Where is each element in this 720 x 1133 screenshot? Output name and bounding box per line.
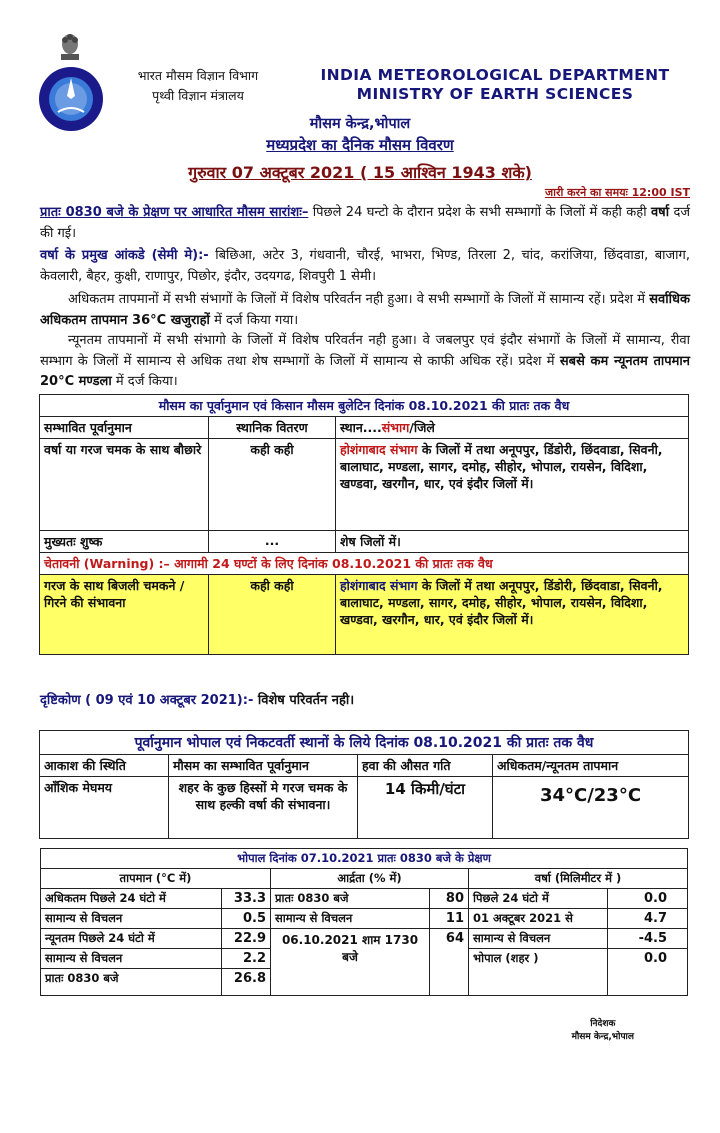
observation-table — [40, 848, 688, 996]
humidity-value: 80 — [430, 889, 469, 909]
temp-value: 0.5 — [222, 909, 271, 929]
table-row — [41, 889, 688, 909]
places-division: होशंगाबाद संभाग — [340, 442, 418, 457]
rain-header: वर्षा (मिलिमीटर में ) — [469, 869, 688, 889]
humidity-label: 06.10.2021 शाम 1730 बजे — [271, 929, 430, 996]
bhopal-temp: 34°C/23°C — [493, 777, 689, 839]
rain-value: -4.5 — [608, 929, 688, 949]
bhopal-col-temp: अधिकतम/न्यूनतम तापमान — [493, 755, 689, 777]
distribution-cell: ... — [209, 531, 336, 553]
rain-paragraph — [40, 246, 690, 287]
bhopal-col-wind: हवा की औसत गति — [358, 755, 493, 777]
bhopal-sky: आँशिक मेघमय — [40, 777, 169, 839]
signature — [572, 1018, 634, 1044]
temp-label: सामान्य से विचलन — [41, 909, 222, 929]
rain-value: 0.0 — [608, 949, 688, 996]
org-english-line1: INDIA METEOROLOGICAL DEPARTMENT — [320, 66, 670, 84]
temp-label: अधिकतम पिछले 24 घंटो में — [41, 889, 222, 909]
forecast-cell: मुख्यतः शुष्क — [40, 531, 209, 553]
temp-header: तापमान (°C में) — [41, 869, 271, 889]
org-hindi-line2: पृथ्वी विज्ञान मंत्रालय — [152, 88, 244, 103]
org-english-line2: MINISTRY OF EARTH SCIENCES — [356, 85, 634, 103]
table-row — [41, 909, 688, 929]
rain-value: 4.7 — [608, 909, 688, 929]
outlook-label: दृष्टिकोण ( 09 एवं 10 अक्टूबर 2021):- — [40, 693, 254, 708]
rain-value: 0.0 — [608, 889, 688, 909]
humidity-header: आर्द्रता (% में) — [271, 869, 469, 889]
warning-distribution-cell: कही कही — [209, 575, 336, 655]
table-row — [41, 929, 688, 949]
forecast-cell: वर्षा या गरज चमक के साथ बौछारे — [40, 439, 209, 531]
summary-rain-word: वर्षा — [650, 205, 670, 220]
temp-label: सामान्य से विचलन — [41, 949, 222, 969]
org-hindi-line1: भारत मौसम विज्ञान विभाग — [137, 68, 259, 83]
observation-title: भोपाल दिनांक 07.10.2021 प्रातः 0830 बजे के प्रेक्षण — [41, 849, 688, 869]
col3-suffix: /जिले — [409, 420, 435, 435]
outlook-text: विशेष परिवर्तन नही। — [253, 693, 355, 708]
temp-value: 26.8 — [222, 969, 271, 996]
humidity-value: 64 — [430, 929, 469, 996]
warning-places-text: के जिलों में तथा अनूपपुर, डिंडोरी, छिंदवाडा, सिवनी, बालाघाट, मण्डला, सागर, दमोह, सीहोर, भोपाल, रायसेन, विदिशा, खण्डवा, खरगौन, धार, एवं इंदौर जिलों में। — [340, 578, 663, 627]
warning-places-cell — [336, 575, 689, 655]
temp-value: 22.9 — [222, 929, 271, 949]
bhopal-wind: 14 किमी/घंटा — [358, 777, 493, 839]
humidity-label: सामान्य से विचलन — [271, 909, 430, 929]
date-line — [0, 161, 720, 183]
center-title: मौसम केन्द्र,भोपाल — [309, 116, 411, 132]
max-text1: अधिकतम तापमानों में सभी संभागों के जिलों में विशेष परिवर्तन नही हुआ। वे सभी सम्भागों के जिलों में सामान्य रहें। प्रदेश में — [68, 292, 650, 307]
signature-line1: निदेशक — [590, 1019, 616, 1029]
summary-text1: पिछले 24 घन्टो के दौरान प्रदेश के सभी सम्भागों के जिलों में कही कही — [308, 205, 651, 220]
temp-label: न्यूनतम पिछले 24 घंटो में — [41, 929, 222, 949]
min-text2: में दर्ज किया। — [111, 374, 178, 389]
places-text: के जिलों में तथा अनूपपुर, डिंडोरी, छिंदवाडा, सिवनी, बालाघाट, मण्डला, सागर, दमोह, सीहोर, भोपाल, रायसेन, विदिशा, खण्डवा, खरगौन, धार, एवं इंदौर जिलों में। — [340, 442, 663, 491]
places-cell — [336, 439, 689, 531]
date-line-text: गुरुवार 07 अक्टूबर 2021 ( 15 आश्विन 1943 शके) — [188, 163, 532, 182]
table-row — [40, 531, 689, 553]
max-bold: सर्वाधिक अधिकतम तापमान 36°C खजुराहों — [40, 292, 690, 328]
temp-label: प्रातः 0830 बजे — [41, 969, 222, 996]
rain-label: सामान्य से विचलन — [469, 929, 608, 949]
summary-heading: प्रातः 0830 बजे के प्रेक्षण पर आधारित मौसम सारांशः– — [40, 205, 309, 220]
bhopal-forecast-title: पूर्वानुमान भोपाल एवं निकटवर्ती स्थानों के लिये दिनांक 08.10.2021 की प्रातः तक वैध — [40, 731, 689, 755]
max-temp-paragraph — [40, 290, 690, 331]
distribution-cell: कही कही — [209, 439, 336, 531]
max-text2: में दर्ज किया गया। — [209, 312, 299, 328]
min-bold: सबसे कम न्यूनतम तापमान 20°C मण्डला — [40, 353, 690, 389]
rain-label: पिछले 24 घंटो में — [469, 889, 608, 909]
warning-row — [40, 575, 689, 655]
min-text1: न्यूनतम तापमानों में सभी संभागो के जिलों में विशेष परिवर्तन नही हुआ। वे जबलपुर एवं इंदौर संभागों के जिलों में सामान्य, रीवा सम्भाग के जिलों में सामान्य से अधिक तथा शेष सम्भागों के जिलों में सामान्य से काफी अधिक रहें। प्रदेश में — [40, 333, 690, 369]
warning-division: होशंगाबाद संभाग — [340, 578, 418, 593]
col3-prefix: स्थान.... — [340, 420, 382, 435]
rain-heading: वर्षा के प्रमुख आंकडे (सेमी मे):- — [40, 248, 209, 263]
col3-division: संभाग — [381, 420, 410, 435]
forecast-table — [39, 394, 689, 655]
bhopal-forecast-table — [39, 730, 689, 839]
bhopal-col-weather: मौसम का सम्भावित पूर्वानुमान — [169, 755, 358, 777]
summary-text2: दर्ज की गई। — [40, 205, 690, 241]
issue-time: जारी करने का समयः 12:00 IST — [544, 186, 690, 199]
report-title — [0, 135, 720, 155]
summary-paragraph — [40, 203, 690, 244]
col-distribution-header: स्थानिक वितरण — [209, 417, 336, 439]
humidity-value: 11 — [430, 909, 469, 929]
temp-value: 2.2 — [222, 949, 271, 969]
temp-value: 33.3 — [222, 889, 271, 909]
report-title-text: मध्यप्रदेश का दैनिक मौसम विवरण — [266, 136, 454, 154]
min-temp-paragraph — [40, 331, 690, 393]
org-name-english — [300, 66, 690, 104]
rain-text: बिछिआ, अटेर 3, गंधवानी, चौरई, भाभरा, भिण्ड, तिरला 2, चांद, करांजिया, छिंदवाडा, बाजाग, केवलारी, बैहर, कुक्षी, राणापुर, पिछोर, इंदौर, उदयगढ, शिवपुरी 1 सेमी। — [40, 248, 690, 284]
signature-line2: मौसम केन्द्र,भोपाल — [571, 1032, 634, 1042]
bhopal-weather: शहर के कुछ हिस्सों मे गरज चमक के साथ हल्की वर्षा की संभावना। — [169, 777, 358, 839]
org-name-hindi — [108, 66, 288, 106]
national-emblem-icon — [55, 30, 85, 64]
places-cell: शेष जिलों में। — [336, 531, 689, 553]
col-places-header — [336, 417, 689, 439]
table-row — [40, 439, 689, 531]
rain-label: भोपाल (शहर ) — [469, 949, 608, 996]
bhopal-col-sky: आकाश की स्थिति — [40, 755, 169, 777]
outlook — [40, 690, 354, 708]
col-forecast-header: सम्भावित पूर्वानुमान — [40, 417, 209, 439]
warning-forecast-cell: गरज के साथ बिजली चमकने /गिरने की संभावना — [40, 575, 209, 655]
rain-label: 01 अक्टूबर 2021 से — [469, 909, 608, 929]
warning-title: चेतावनी (Warning) :– आगामी 24 घण्टों के लिए दिनांक 08.10.2021 की प्रातः तक वैध — [40, 553, 689, 575]
humidity-label: प्रातः 0830 बजे — [271, 889, 430, 909]
forecast-table-title: मौसम का पूर्वानुमान एवं किसान मौसम बुलेटिन दिनांक 08.10.2021 की प्रातः तक वैध — [40, 395, 689, 417]
